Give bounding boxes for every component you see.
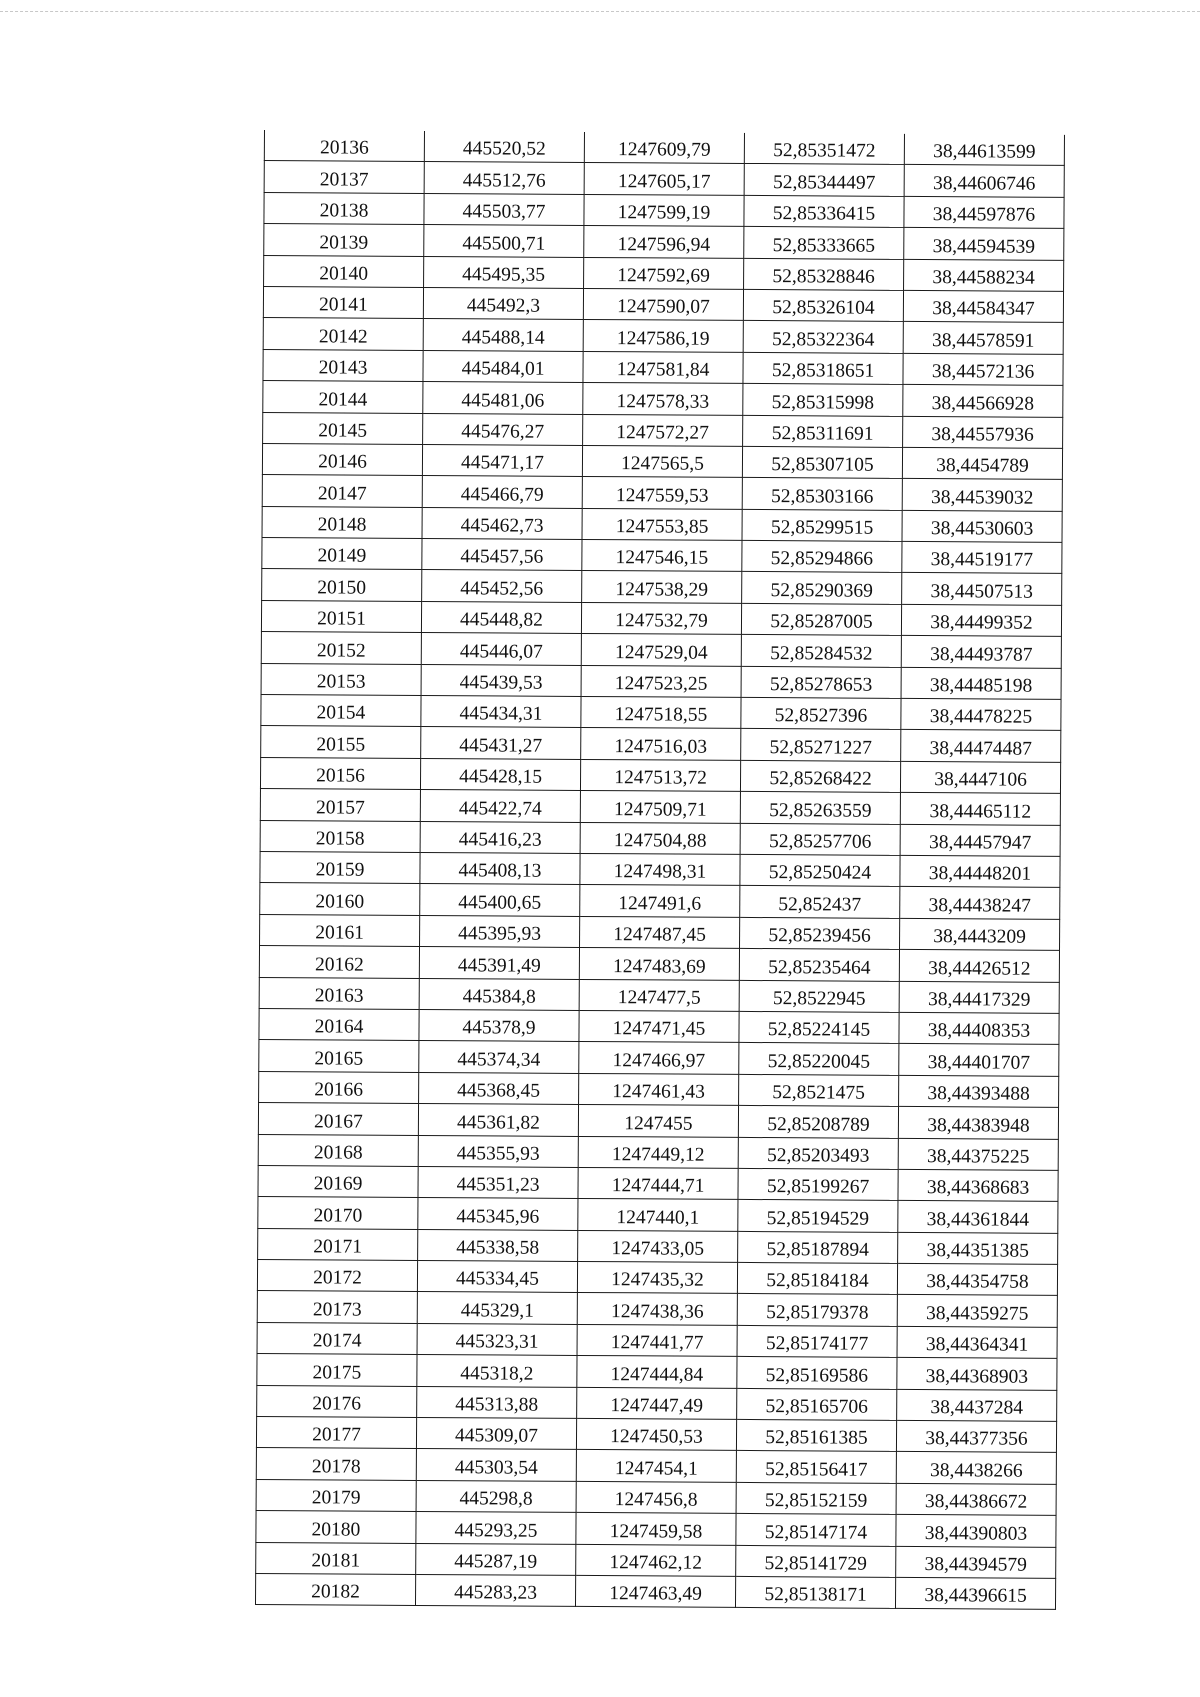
latitude-cell: 52,85250424 [740, 854, 900, 886]
longitude-cell: 38,44383948 [898, 1107, 1058, 1139]
y-coordinate-cell: 1247450,53 [576, 1418, 736, 1450]
point-number-cell: 20154 [261, 695, 421, 727]
table-row [262, 569, 1062, 605]
point-number-cell: 20174 [257, 1322, 417, 1354]
y-coordinate-cell: 1247444,71 [578, 1167, 738, 1199]
latitude-cell: 52,85299515 [742, 509, 902, 541]
table-row [261, 695, 1061, 731]
latitude-cell: 52,85336415 [744, 195, 904, 227]
longitude-cell: 38,44493787 [901, 636, 1061, 668]
point-number-cell: 20171 [258, 1228, 418, 1260]
scan-edge-line [0, 11, 1200, 12]
x-coordinate-cell: 445334,45 [417, 1261, 577, 1293]
latitude-cell: 52,85328846 [744, 258, 904, 290]
point-number-cell: 20182 [255, 1573, 415, 1605]
latitude-cell: 52,85147174 [736, 1514, 896, 1546]
y-coordinate-cell: 1247462,12 [576, 1544, 736, 1576]
table-row [261, 600, 1061, 636]
longitude-cell: 38,44375225 [898, 1138, 1058, 1170]
point-number-cell: 20137 [264, 161, 424, 193]
latitude-cell: 52,85224145 [739, 1011, 899, 1043]
y-coordinate-cell: 1247599,19 [584, 194, 744, 226]
y-coordinate-cell: 1247461,43 [579, 1073, 739, 1105]
latitude-cell: 52,8527396 [741, 697, 901, 729]
longitude-cell: 38,44448201 [900, 855, 1060, 887]
table-row [258, 1103, 1058, 1139]
x-coordinate-cell: 445431,27 [421, 727, 581, 759]
latitude-cell: 52,85141729 [736, 1545, 896, 1577]
x-coordinate-cell: 445391,49 [419, 947, 579, 979]
x-coordinate-cell: 445481,06 [423, 382, 583, 414]
longitude-cell: 38,44572136 [903, 353, 1063, 385]
point-number-cell: 20157 [260, 789, 420, 821]
longitude-cell: 38,44438247 [900, 887, 1060, 919]
latitude-cell: 52,85199267 [738, 1168, 898, 1200]
latitude-cell: 52,85174177 [737, 1325, 897, 1357]
longitude-cell: 38,44368683 [898, 1169, 1058, 1201]
x-coordinate-cell: 445287,19 [416, 1543, 576, 1575]
x-coordinate-cell: 445428,15 [420, 758, 580, 790]
table-row [263, 349, 1063, 385]
y-coordinate-cell: 1247565,5 [582, 445, 742, 477]
x-coordinate-cell: 445303,54 [416, 1449, 576, 1481]
point-number-cell: 20138 [264, 192, 424, 224]
y-coordinate-cell: 1247538,29 [582, 571, 742, 603]
point-number-cell: 20149 [262, 538, 422, 570]
table-row [264, 224, 1064, 260]
y-coordinate-cell: 1247578,33 [583, 383, 743, 415]
longitude-cell: 38,44594539 [904, 228, 1064, 260]
latitude-cell: 52,85203493 [738, 1137, 898, 1169]
latitude-cell: 52,85351472 [744, 133, 904, 165]
longitude-cell: 38,44426512 [899, 950, 1059, 982]
x-coordinate-cell: 445471,17 [422, 444, 582, 476]
latitude-cell: 52,85290369 [742, 572, 902, 604]
longitude-cell: 38,4437284 [897, 1389, 1057, 1421]
point-number-cell: 20177 [256, 1416, 416, 1448]
table-row [258, 1228, 1058, 1264]
table-row [258, 1165, 1058, 1201]
y-coordinate-cell: 1247449,12 [578, 1136, 738, 1168]
y-coordinate-cell: 1247592,69 [584, 257, 744, 289]
latitude-cell: 52,85152159 [736, 1482, 896, 1514]
y-coordinate-cell: 1247590,07 [583, 288, 743, 320]
point-number-cell: 20175 [257, 1354, 417, 1386]
latitude-cell: 52,85318651 [743, 352, 903, 384]
latitude-cell: 52,85303166 [742, 478, 902, 510]
point-number-cell: 20162 [259, 946, 419, 978]
longitude-cell: 38,44613599 [904, 134, 1064, 166]
y-coordinate-cell: 1247483,69 [579, 948, 739, 980]
y-coordinate-cell: 1247516,03 [581, 728, 741, 760]
latitude-cell: 52,85179378 [737, 1294, 897, 1326]
table-row [262, 506, 1062, 542]
point-number-cell: 20146 [262, 443, 422, 475]
latitude-cell: 52,85322364 [743, 321, 903, 353]
table-row [255, 1573, 1055, 1609]
latitude-cell: 52,85187894 [738, 1231, 898, 1263]
point-number-cell: 20140 [264, 255, 424, 287]
latitude-cell: 52,85194529 [738, 1200, 898, 1232]
y-coordinate-cell: 1247444,84 [577, 1356, 737, 1388]
point-number-cell: 20167 [258, 1103, 418, 1135]
x-coordinate-cell: 445434,31 [421, 696, 581, 728]
point-number-cell: 20176 [257, 1385, 417, 1417]
longitude-cell: 38,44507513 [902, 573, 1062, 605]
table-row [256, 1416, 1056, 1452]
longitude-cell: 38,44530603 [902, 510, 1062, 542]
x-coordinate-cell: 445448,82 [421, 601, 581, 633]
point-number-cell: 20155 [261, 726, 421, 758]
x-coordinate-cell: 445361,82 [418, 1104, 578, 1136]
y-coordinate-cell: 1247529,04 [581, 634, 741, 666]
point-number-cell: 20141 [263, 286, 423, 318]
point-number-cell: 20168 [258, 1134, 418, 1166]
point-number-cell: 20160 [260, 883, 420, 915]
x-coordinate-cell: 445466,79 [422, 476, 582, 508]
table-row [257, 1291, 1057, 1327]
latitude-cell: 52,85287005 [741, 603, 901, 635]
table-row [256, 1448, 1056, 1484]
latitude-cell: 52,8522945 [739, 980, 899, 1012]
point-number-cell: 20159 [260, 851, 420, 883]
point-number-cell: 20144 [263, 381, 423, 413]
x-coordinate-cell: 445338,58 [418, 1229, 578, 1261]
longitude-cell: 38,44499352 [901, 604, 1061, 636]
point-number-cell: 20166 [259, 1071, 419, 1103]
x-coordinate-cell: 445374,34 [419, 1041, 579, 1073]
table-row [264, 192, 1064, 228]
y-coordinate-cell: 1247433,05 [578, 1230, 738, 1262]
point-number-cell: 20156 [260, 757, 420, 789]
latitude-cell: 52,85235464 [739, 949, 899, 981]
latitude-cell: 52,85333665 [744, 227, 904, 259]
point-number-cell: 20147 [262, 475, 422, 507]
latitude-cell: 52,85315998 [743, 384, 903, 416]
latitude-cell: 52,85184184 [737, 1262, 897, 1294]
point-number-cell: 20152 [261, 632, 421, 664]
longitude-cell: 38,44578591 [903, 322, 1063, 354]
point-number-cell: 20150 [262, 569, 422, 601]
x-coordinate-cell: 445462,73 [422, 507, 582, 539]
longitude-cell: 38,44401707 [899, 1044, 1059, 1076]
point-number-cell: 20164 [259, 1008, 419, 1040]
table-row [264, 130, 1064, 166]
point-number-cell: 20142 [263, 318, 423, 350]
table-row [257, 1354, 1057, 1390]
y-coordinate-cell: 1247559,53 [582, 477, 742, 509]
longitude-cell: 38,44457947 [900, 824, 1060, 856]
longitude-cell: 38,44393488 [899, 1075, 1059, 1107]
longitude-cell: 38,44417329 [899, 981, 1059, 1013]
y-coordinate-cell: 1247523,25 [581, 665, 741, 697]
x-coordinate-cell: 445452,56 [422, 570, 582, 602]
x-coordinate-cell: 445500,71 [424, 225, 584, 257]
table-row [262, 475, 1062, 511]
y-coordinate-cell: 1247471,45 [579, 1010, 739, 1042]
point-number-cell: 20181 [256, 1542, 416, 1574]
point-number-cell: 20136 [264, 130, 424, 162]
x-coordinate-cell: 445457,56 [422, 539, 582, 571]
point-number-cell: 20172 [257, 1260, 417, 1292]
y-coordinate-cell: 1247466,97 [579, 1042, 739, 1074]
point-number-cell: 20148 [262, 506, 422, 538]
coordinates-table-body [255, 130, 1064, 1610]
point-number-cell: 20145 [263, 412, 423, 444]
x-coordinate-cell: 445422,74 [420, 790, 580, 822]
y-coordinate-cell: 1247532,79 [581, 602, 741, 634]
table-row [256, 1479, 1056, 1515]
point-number-cell: 20163 [259, 977, 419, 1009]
latitude-cell: 52,8521475 [739, 1074, 899, 1106]
longitude-cell: 38,4438266 [896, 1452, 1056, 1484]
x-coordinate-cell: 445298,8 [416, 1480, 576, 1512]
y-coordinate-cell: 1247477,5 [579, 979, 739, 1011]
latitude-cell: 52,85284532 [741, 635, 901, 667]
y-coordinate-cell: 1247447,49 [577, 1387, 737, 1419]
longitude-cell: 38,44396615 [895, 1577, 1055, 1609]
x-coordinate-cell: 445446,07 [421, 633, 581, 665]
point-number-cell: 20158 [260, 820, 420, 852]
latitude-cell: 52,85220045 [739, 1043, 899, 1075]
table-row [260, 789, 1060, 825]
table-row [261, 632, 1061, 668]
x-coordinate-cell: 445293,25 [416, 1512, 576, 1544]
longitude-cell: 38,44474487 [901, 730, 1061, 762]
table-row [261, 726, 1061, 762]
y-coordinate-cell: 1247463,49 [575, 1575, 735, 1607]
point-number-cell: 20165 [259, 1040, 419, 1072]
y-coordinate-cell: 1247438,36 [577, 1293, 737, 1325]
x-coordinate-cell: 445512,76 [424, 162, 584, 194]
table-row [260, 851, 1060, 887]
longitude-cell: 38,44354758 [897, 1263, 1057, 1295]
x-coordinate-cell: 445400,65 [420, 884, 580, 916]
y-coordinate-cell: 1247487,45 [580, 916, 740, 948]
table-row [260, 757, 1060, 793]
longitude-cell: 38,44386672 [896, 1483, 1056, 1515]
table-row [264, 161, 1064, 197]
x-coordinate-cell: 445384,8 [419, 978, 579, 1010]
y-coordinate-cell: 1247596,94 [584, 226, 744, 258]
table-row [260, 820, 1060, 856]
point-number-cell: 20143 [263, 349, 423, 381]
y-coordinate-cell: 1247455 [578, 1105, 738, 1137]
table-row [262, 443, 1062, 479]
x-coordinate-cell: 445488,14 [423, 319, 583, 351]
latitude-cell: 52,85156417 [736, 1451, 896, 1483]
longitude-cell: 38,44606746 [904, 165, 1064, 197]
longitude-cell: 38,44390803 [896, 1515, 1056, 1547]
x-coordinate-cell: 445329,1 [417, 1292, 577, 1324]
longitude-cell: 38,44566928 [903, 385, 1063, 417]
latitude-cell: 52,85169586 [737, 1357, 897, 1389]
longitude-cell: 38,4454789 [902, 447, 1062, 479]
y-coordinate-cell: 1247504,88 [580, 822, 740, 854]
x-coordinate-cell: 445323,31 [417, 1323, 577, 1355]
table-row [260, 914, 1060, 950]
y-coordinate-cell: 1247581,84 [583, 351, 743, 383]
point-number-cell: 20178 [256, 1448, 416, 1480]
latitude-cell: 52,85268422 [740, 760, 900, 792]
longitude-cell: 38,44359275 [897, 1295, 1057, 1327]
table-row [263, 381, 1063, 417]
longitude-cell: 38,4447106 [900, 761, 1060, 793]
x-coordinate-cell: 445309,07 [416, 1417, 576, 1449]
x-coordinate-cell: 445439,53 [421, 664, 581, 696]
longitude-cell: 38,44485198 [901, 667, 1061, 699]
x-coordinate-cell: 445351,23 [418, 1166, 578, 1198]
y-coordinate-cell: 1247456,8 [576, 1481, 736, 1513]
longitude-cell: 38,44351385 [898, 1232, 1058, 1264]
y-coordinate-cell: 1247553,85 [582, 508, 742, 540]
latitude-cell: 52,85311691 [743, 415, 903, 447]
latitude-cell: 52,85161385 [736, 1419, 896, 1451]
x-coordinate-cell: 445484,01 [423, 350, 583, 382]
latitude-cell: 52,85138171 [735, 1576, 895, 1608]
longitude-cell: 38,44368903 [897, 1358, 1057, 1390]
latitude-cell: 52,85326104 [743, 289, 903, 321]
x-coordinate-cell: 445476,27 [423, 413, 583, 445]
y-coordinate-cell: 1247586,19 [583, 320, 743, 352]
latitude-cell: 52,85239456 [740, 917, 900, 949]
table-row [257, 1260, 1057, 1296]
table-row [257, 1322, 1057, 1358]
table-row [259, 977, 1059, 1013]
y-coordinate-cell: 1247509,71 [580, 791, 740, 823]
latitude-cell: 52,85257706 [740, 823, 900, 855]
latitude-cell: 52,85165706 [737, 1388, 897, 1420]
latitude-cell: 52,852437 [740, 886, 900, 918]
x-coordinate-cell: 445313,88 [417, 1386, 577, 1418]
y-coordinate-cell: 1247605,17 [584, 163, 744, 195]
table-row [261, 663, 1061, 699]
latitude-cell: 52,85344497 [744, 164, 904, 196]
point-number-cell: 20151 [261, 600, 421, 632]
longitude-cell: 38,44394579 [896, 1546, 1056, 1578]
longitude-cell: 38,44597876 [904, 196, 1064, 228]
longitude-cell: 38,44377356 [896, 1420, 1056, 1452]
point-number-cell: 20169 [258, 1165, 418, 1197]
table-row [264, 255, 1064, 291]
longitude-cell: 38,44519177 [902, 541, 1062, 573]
latitude-cell: 52,85307105 [742, 446, 902, 478]
x-coordinate-cell: 445355,93 [418, 1135, 578, 1167]
x-coordinate-cell: 445345,96 [418, 1198, 578, 1230]
x-coordinate-cell: 445503,77 [424, 193, 584, 225]
x-coordinate-cell: 445283,23 [415, 1574, 575, 1606]
longitude-cell: 38,4443209 [900, 918, 1060, 950]
table-row [260, 883, 1060, 919]
latitude-cell: 52,85271227 [741, 729, 901, 761]
y-coordinate-cell: 1247572,27 [583, 414, 743, 446]
x-coordinate-cell: 445492,3 [423, 287, 583, 319]
x-coordinate-cell: 445395,93 [420, 915, 580, 947]
y-coordinate-cell: 1247441,77 [577, 1324, 737, 1356]
table-row [256, 1542, 1056, 1578]
y-coordinate-cell: 1247518,55 [581, 696, 741, 728]
y-coordinate-cell: 1247498,31 [580, 853, 740, 885]
table-row [259, 1040, 1059, 1076]
y-coordinate-cell: 1247440,1 [578, 1199, 738, 1231]
point-number-cell: 20180 [256, 1511, 416, 1543]
longitude-cell: 38,44539032 [902, 479, 1062, 511]
coordinates-table [255, 130, 1065, 1610]
x-coordinate-cell: 445416,23 [420, 821, 580, 853]
longitude-cell: 38,44588234 [904, 259, 1064, 291]
x-coordinate-cell: 445368,45 [419, 1072, 579, 1104]
point-number-cell: 20153 [261, 663, 421, 695]
table-row [258, 1197, 1058, 1233]
y-coordinate-cell: 1247491,6 [580, 885, 740, 917]
y-coordinate-cell: 1247513,72 [580, 759, 740, 791]
y-coordinate-cell: 1247609,79 [584, 132, 744, 164]
table-row [263, 412, 1063, 448]
x-coordinate-cell: 445520,52 [424, 131, 584, 163]
latitude-cell: 52,85208789 [738, 1106, 898, 1138]
table-row [263, 286, 1063, 322]
table-row [258, 1134, 1058, 1170]
longitude-cell: 38,44364341 [897, 1326, 1057, 1358]
y-coordinate-cell: 1247454,1 [576, 1450, 736, 1482]
table-row [262, 538, 1062, 574]
x-coordinate-cell: 445495,35 [424, 256, 584, 288]
table-row [259, 1071, 1059, 1107]
longitude-cell: 38,44557936 [903, 416, 1063, 448]
latitude-cell: 52,85263559 [740, 792, 900, 824]
x-coordinate-cell: 445378,9 [419, 1009, 579, 1041]
x-coordinate-cell: 445408,13 [420, 852, 580, 884]
longitude-cell: 38,44465112 [900, 793, 1060, 825]
table-row [257, 1385, 1057, 1421]
table-row [259, 1008, 1059, 1044]
table-row [263, 318, 1063, 354]
longitude-cell: 38,44478225 [901, 698, 1061, 730]
table-row [256, 1511, 1056, 1547]
point-number-cell: 20170 [258, 1197, 418, 1229]
longitude-cell: 38,44584347 [903, 290, 1063, 322]
y-coordinate-cell: 1247546,15 [582, 540, 742, 572]
latitude-cell: 52,85278653 [741, 666, 901, 698]
x-coordinate-cell: 445318,2 [417, 1355, 577, 1387]
latitude-cell: 52,85294866 [742, 541, 902, 573]
point-number-cell: 20139 [264, 224, 424, 256]
point-number-cell: 20173 [257, 1291, 417, 1323]
table-row [259, 946, 1059, 982]
point-number-cell: 20179 [256, 1479, 416, 1511]
longitude-cell: 38,44408353 [899, 1012, 1059, 1044]
longitude-cell: 38,44361844 [898, 1201, 1058, 1233]
y-coordinate-cell: 1247435,32 [577, 1261, 737, 1293]
y-coordinate-cell: 1247459,58 [576, 1513, 736, 1545]
point-number-cell: 20161 [260, 914, 420, 946]
